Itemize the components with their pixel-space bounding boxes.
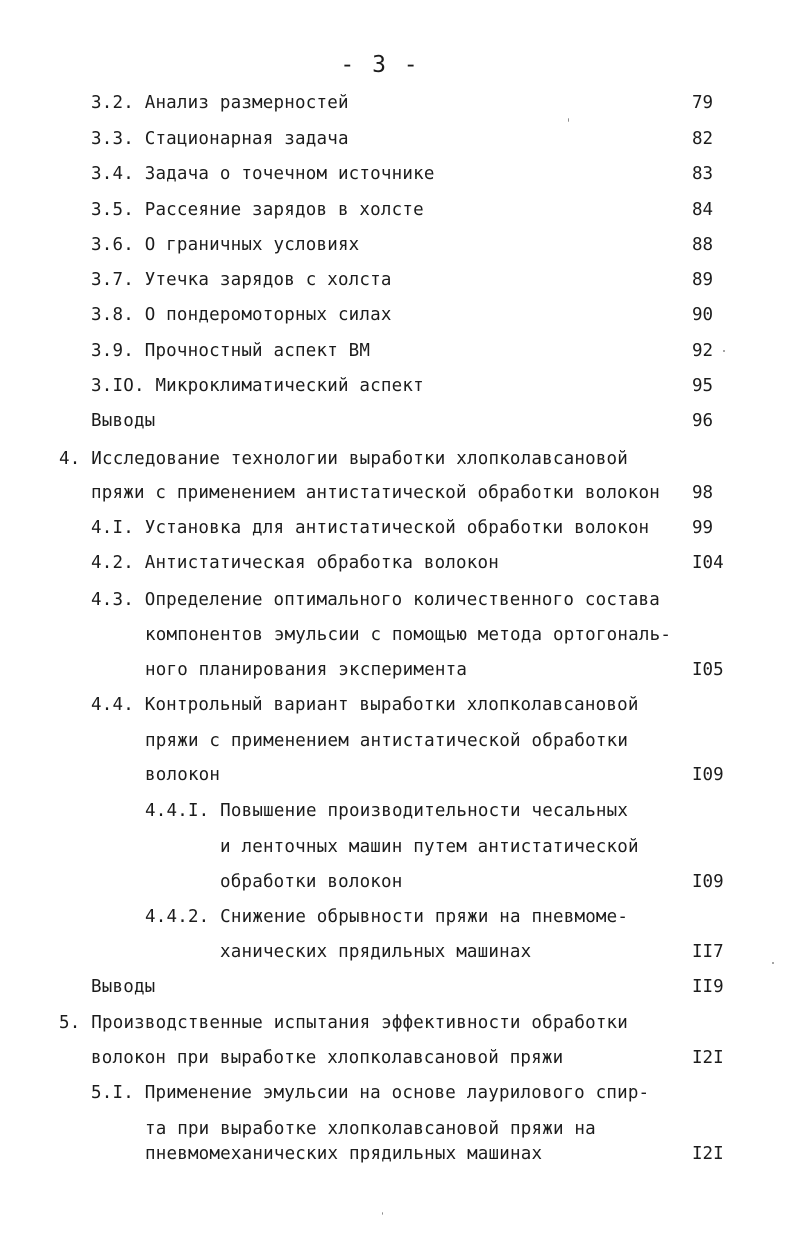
- entry-title: Рассеяние зарядов в холсте: [144, 200, 424, 220]
- entry-number: 5.: [59, 1013, 81, 1033]
- toc-entry-3-9: [91, 339, 370, 363]
- entry-title: О граничных условиях: [144, 235, 360, 255]
- entry-page: 96: [692, 411, 714, 431]
- entry-page: 88: [692, 235, 714, 255]
- toc-entry-4-2: [91, 551, 499, 575]
- entry-number: 3.7.: [91, 270, 134, 290]
- entry-number: 3.2.: [91, 93, 134, 113]
- toc-entry-4-cont: [91, 481, 660, 505]
- entry-title-line: обработки волокон: [220, 872, 403, 892]
- toc-entry-4-3-cont1: [145, 623, 671, 647]
- entry-page: I05: [692, 660, 724, 680]
- toc-entry-3-4: [91, 162, 435, 186]
- entry-number: 4.: [59, 449, 81, 469]
- page-number: - 3 -: [340, 52, 420, 78]
- entry-number: 4.2.: [91, 553, 134, 573]
- entry-number: 3.9.: [91, 341, 134, 361]
- toc-entry-3-7: [91, 268, 392, 292]
- toc-entry-4-4-cont2: [145, 763, 220, 787]
- entry-title-line: и ленточных машин путем антистатической: [220, 837, 639, 857]
- entry-page: I09: [692, 872, 724, 892]
- toc-entry-4-1: [91, 516, 649, 540]
- entry-title: Утечка зарядов с холста: [144, 270, 392, 290]
- toc-entry-5-1-cont2: [145, 1142, 542, 1166]
- entry-number: 3.5.: [91, 200, 134, 220]
- entry-title: Задача о точечном источнике: [144, 164, 435, 184]
- toc-entry-4-4-cont1: [145, 729, 628, 753]
- entry-page: 83: [692, 164, 714, 184]
- toc-entry-5-cont: [91, 1046, 563, 1070]
- entry-title-line: Исследование технологии выработки хлопколавсановой: [91, 449, 629, 469]
- scan-speck: [382, 1212, 383, 1215]
- entry-page: II9: [692, 977, 724, 997]
- entry-number: 4.4.I.: [145, 801, 210, 821]
- entry-title: Антистатическая обработка волокон: [144, 553, 499, 573]
- toc-entry-4-4-1-cont2: [220, 870, 403, 894]
- entry-title: Прочностный аспект ВМ: [144, 341, 371, 361]
- entry-title-line: Производственные испытания эффективности обработки: [91, 1013, 629, 1033]
- entry-page: 90: [692, 305, 714, 325]
- entry-number: 4.4.: [91, 695, 134, 715]
- entry-title: О пондеромоторных силах: [144, 305, 392, 325]
- entry-number: 3.8.: [91, 305, 134, 325]
- entry-number: 5.I.: [91, 1083, 134, 1103]
- entry-number: 3.IO.: [91, 376, 145, 396]
- toc-entry-4-4-1: [145, 799, 628, 823]
- toc-entry-4-3: [91, 588, 660, 612]
- toc-entry-conclusions-3: [91, 409, 155, 433]
- entry-number: 4.I.: [91, 518, 134, 538]
- entry-page: 92: [692, 341, 714, 361]
- entry-page: I04: [692, 553, 724, 573]
- scan-speck: [723, 350, 725, 352]
- entry-title-line: Повышение производительности чесальных: [220, 801, 629, 821]
- toc-entry-4: [59, 447, 628, 471]
- entry-page: II7: [692, 942, 724, 962]
- entry-title-line: Снижение обрывности пряжи на пневмоме-: [220, 907, 629, 927]
- entry-number: 3.3.: [91, 129, 134, 149]
- toc-entry-3-3: [91, 127, 349, 151]
- entry-title: Анализ размерностей: [144, 93, 349, 113]
- entry-page: I09: [692, 765, 724, 785]
- toc-entry-4-4-1-cont1: [220, 835, 639, 859]
- toc-entry-conclusions-4: [91, 975, 155, 999]
- entry-page: 95: [692, 376, 714, 396]
- entry-title-line: ного планирования эксперимента: [145, 660, 468, 680]
- entry-title-line: пряжи с применением антистатической обработки волокон: [91, 483, 661, 503]
- entry-page: 98: [692, 483, 714, 503]
- toc-entry-5-1: [91, 1081, 649, 1105]
- toc-entry-4-4-2-cont1: [220, 940, 531, 964]
- entry-page: I2I: [692, 1144, 724, 1164]
- entry-page: I2I: [692, 1048, 724, 1068]
- entry-number: 3.4.: [91, 164, 134, 184]
- entry-title-line: волокон: [145, 765, 221, 785]
- entry-page: 82: [692, 129, 714, 149]
- toc-entry-4-4: [91, 693, 639, 717]
- entry-title: Установка для антистатической обработки волокон: [144, 518, 650, 538]
- entry-title: Стационарная задача: [144, 129, 349, 149]
- entry-title-line: Применение эмульсии на основе лаурилового спир-: [144, 1083, 650, 1103]
- entry-title-line: Определение оптимального количественного состава: [144, 590, 661, 610]
- toc-entry-5: [59, 1011, 628, 1035]
- entry-page: 89: [692, 270, 714, 290]
- toc-entry-5-1-cont1: [145, 1117, 596, 1141]
- scan-speck: [568, 118, 569, 122]
- toc-entry-4-3-cont2: [145, 658, 467, 682]
- entry-title-line: пряжи с применением антистатической обработки: [145, 731, 629, 751]
- entry-title-line: Контрольный вариант выработки хлопколавсановой: [144, 695, 639, 715]
- scan-speck: [772, 962, 774, 964]
- entry-title-line: компонентов эмульсии с помощью метода ортогональ-: [145, 625, 672, 645]
- entry-title: Выводы: [91, 411, 156, 431]
- toc-entry-3-6: [91, 233, 359, 257]
- entry-title-line: волокон при выработке хлопколавсановой пряжи: [91, 1048, 564, 1068]
- entry-number: 4.3.: [91, 590, 134, 610]
- entry-page: 84: [692, 200, 714, 220]
- toc-entry-4-4-2: [145, 905, 628, 929]
- toc-entry-3-5: [91, 198, 424, 222]
- toc-entry-3-2: [91, 91, 349, 115]
- entry-title-line: та при выработке хлопколавсановой пряжи на: [145, 1119, 596, 1139]
- entry-page: 99: [692, 518, 714, 538]
- entry-number: 4.4.2.: [145, 907, 210, 927]
- entry-title-line: ханических прядильных машинах: [220, 942, 532, 962]
- toc-entry-3-10: [91, 374, 424, 398]
- entry-title-line: пневмомеханических прядильных машинах: [145, 1144, 543, 1164]
- toc-entry-3-8: [91, 303, 392, 327]
- entry-number: 3.6.: [91, 235, 134, 255]
- entry-title: Микроклиматический аспект: [155, 376, 424, 396]
- entry-title: Выводы: [91, 977, 156, 997]
- entry-page: 79: [692, 93, 714, 113]
